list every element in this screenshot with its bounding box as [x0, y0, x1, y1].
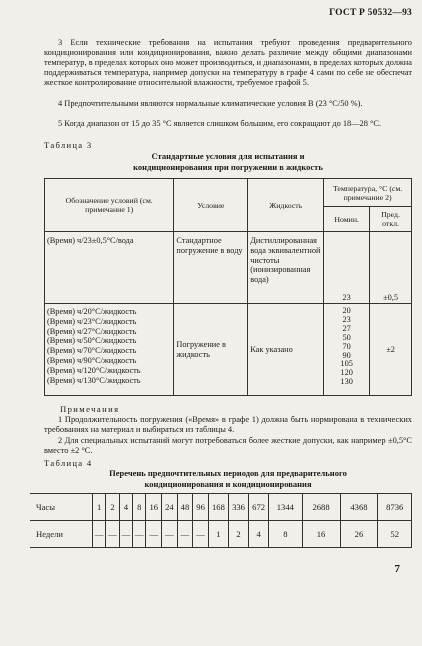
table-cell: 336	[228, 494, 248, 521]
table3-title-line2: кондиционирования при погружении в жидкость	[133, 162, 323, 172]
table3-header-liquid: Жидкость	[248, 179, 324, 232]
table3-row1-condition: Стандартное погружение в воду	[174, 232, 248, 304]
list-item: 50	[342, 332, 351, 342]
table-cell: 1	[208, 521, 228, 548]
table4-hours-row	[30, 494, 412, 521]
list-item: 120	[340, 368, 353, 378]
table4-title-line2: кондиционирования и кондиционирования	[144, 479, 312, 489]
table-cell: 8	[133, 494, 146, 521]
list-item: 27	[342, 323, 351, 333]
table4-weeks-row	[30, 521, 412, 548]
table-cell: —	[119, 521, 132, 548]
notes-heading: Примечания	[60, 404, 120, 414]
note-2: 2 Для специальных испытаний могут потребоваться более жесткие допуски, как например ±0,5°С вместо ±2 °С.	[44, 436, 412, 456]
table3-header-condition: Условие	[174, 179, 248, 232]
table3-header-nominal: Номин.	[324, 207, 370, 232]
table-cell: 4	[249, 521, 269, 548]
table3-row2-designations	[45, 304, 174, 396]
table-cell: 16	[302, 521, 340, 548]
table-cell: —	[193, 521, 209, 548]
table4-title-line1: Перечень предпочтительных периодов для предварительного	[109, 468, 347, 478]
table-cell: 1	[92, 494, 105, 521]
table-cell: —	[162, 521, 178, 548]
list-item: 130	[340, 377, 353, 387]
table-cell: —	[106, 521, 119, 548]
table-cell: 8736	[378, 494, 412, 521]
table-cell: —	[92, 521, 105, 548]
table-cell: 2	[106, 494, 119, 521]
table-cell: —	[133, 521, 146, 548]
table-cell: 26	[340, 521, 378, 548]
table3-row1-tolerance: ±0,5	[370, 232, 412, 304]
table-cell: 168	[208, 494, 228, 521]
list-item: 70	[342, 341, 351, 351]
table3-title	[44, 151, 412, 173]
paragraph-5: 5 Когда диапазон от 15 до 35 °С является слишком большим, его сокращают до 18—28 °С.	[58, 119, 382, 128]
list-item: (Время) ч/50°С/жидкость	[47, 336, 137, 346]
table4-label: Таблица 4	[44, 458, 93, 468]
list-item: (Время) ч/120°С/жидкость	[47, 365, 141, 375]
table3-row1-liquid: Дистиллированная вода эквивалентной чистоты (ионизированная вода)	[248, 232, 324, 304]
list-item: (Время) ч/90°С/жидкость	[47, 355, 137, 365]
list-item: 20	[342, 306, 351, 315]
table3-row2-nominals	[324, 304, 370, 396]
table-cell: 2	[228, 521, 248, 548]
table3-row2-condition: Погружение в жидкость	[174, 304, 248, 396]
list-item: 90	[342, 350, 351, 360]
table-cell: 1344	[269, 494, 302, 521]
list-item: (Время) ч/70°С/жидкость	[47, 346, 137, 356]
table4	[30, 493, 412, 548]
table3-header-designation: Обозначение условий (см. примечание 1)	[45, 179, 174, 232]
list-item: (Время) ч/130°С/жидкость	[47, 375, 141, 385]
table-cell: 2688	[302, 494, 340, 521]
note-1: 1 Продолжительность погружения («Время» в графе 1) должна быть нормирована в технических требованиях на материал и выбираться из таблицы 4.	[44, 415, 412, 435]
table3-header-tolerance: Пред. откл.	[370, 207, 412, 232]
table-cell: 4368	[340, 494, 378, 521]
page-number: 7	[394, 563, 400, 575]
table3-row2-liquid: Как указано	[248, 304, 324, 396]
table-cell: 24	[162, 494, 178, 521]
table-cell: 16	[146, 494, 162, 521]
table4-hours-label: Часы	[30, 494, 92, 521]
table-cell: —	[177, 521, 193, 548]
page-header: ГОСТ Р 50532—93	[329, 8, 412, 18]
list-item: (Время) ч/27°С/жидкость	[47, 326, 137, 336]
table-cell: 48	[177, 494, 193, 521]
table-cell: 8	[269, 521, 302, 548]
table-cell: 672	[249, 494, 269, 521]
table3-row2-tolerance: ±2	[370, 304, 412, 396]
list-item: (Время) ч/23°С/жидкость	[47, 316, 137, 326]
table3-label: Таблица 3	[44, 140, 93, 150]
table3	[44, 178, 412, 396]
table3-row1-designation: (Время) ч/23±0,5°С/вода	[45, 232, 174, 304]
table3-header-temperature: Температура, °С (см. примечание 2)	[324, 179, 412, 207]
table-cell: 96	[193, 494, 209, 521]
table3-row1-nominal: 23	[324, 232, 370, 304]
list-item: 105	[340, 359, 353, 369]
table4-weeks-label: Недели	[30, 521, 92, 548]
table-cell: 52	[378, 521, 412, 548]
table4-title	[44, 468, 412, 490]
paragraph-3: 3 Если технические требования на испытания требуют проведения предварительного кондиционирования или кондиционирования, важно делать различие между общими диапазонами температур, в пределах которых оно может производиться, и диапазонами, в пределах которых должна поддерживаться температура, например допуски на температуру в графе 4 сами по себе не обеспечат жесткое контролирование относительной влажности, требуемое графой 5.	[44, 38, 412, 88]
list-item: 23	[342, 314, 351, 324]
table-cell: 4	[119, 494, 132, 521]
list-item: (Время) ч/20°С/жидкость	[47, 307, 137, 316]
table3-title-line1: Стандартные условия для испытания и	[151, 151, 305, 161]
paragraph-4: 4 Предпочтительными являются нормальные климатические условия В (23 °С/50 %).	[58, 99, 363, 108]
table-cell: —	[146, 521, 162, 548]
